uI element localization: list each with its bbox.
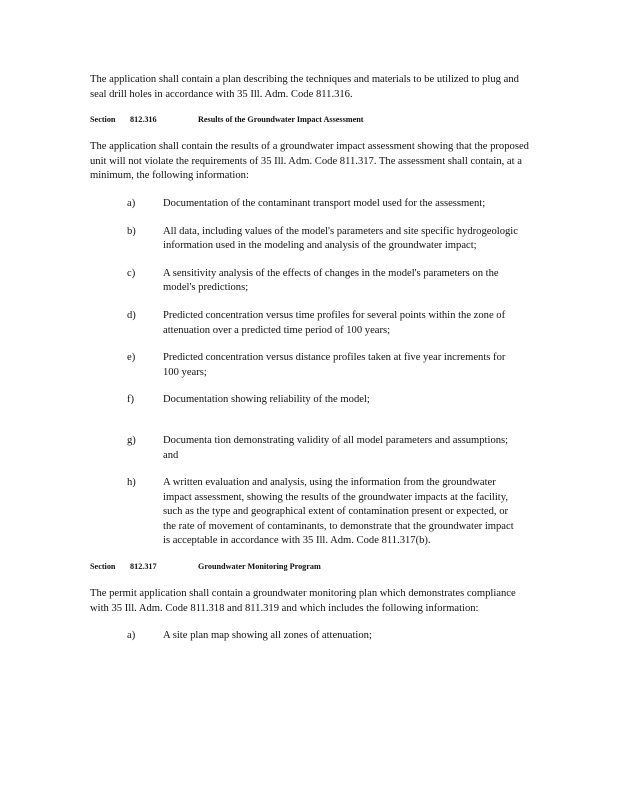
section-number: 812.316: [130, 115, 157, 125]
list-item: [90, 267, 530, 296]
section-812-316-paragraph: The application shall contain the results of a groundwater impact assessment showing that the proposed unit will not violate the requirements of 35 Ill. Adm. Code 811.317. The assessment shall contain, at a minimum, the following information:: [90, 141, 529, 182]
section-812-316-heading: [90, 114, 530, 126]
list-item: [90, 434, 530, 463]
list-item: [90, 197, 530, 212]
section-812-317-paragraph: The permit application shall contain a groundwater monitoring plan which demonstrates compliance with 35 Ill. Adm. Code 811.318 and 811.319 and which includes the following information:: [90, 588, 516, 614]
list-item-label: e): [127, 352, 136, 364]
list-item-label: c): [127, 267, 136, 279]
list-item: [90, 351, 530, 380]
intro-paragraph: The application shall contain a plan describing the techniques and materials to be utilized to plug and seal drill holes in accordance with 35 Ill. Adm. Code 811.316.: [90, 74, 519, 100]
section-number: 812.317: [130, 562, 157, 572]
list-item: [90, 476, 530, 549]
list-item-text: Documenta tion demonstrating validity of all model parameters and assumptions; and: [163, 434, 509, 461]
list-item-text: A written evaluation and analysis, using the information from the groundwater impact assessment, showing the results of the groundwater impacts at the facility, such as the type and geographical extent of contamination present or expected, or the rate of movement of contaminants, to demonstrate that the groundwater impact is acceptable in accordance with 35 Ill. Adm. Code 811.317(b).: [163, 477, 514, 547]
list-item-text: All data, including values of the model's parameters and site specific hydrogeologic information used in the modeling and analysis of the groundwater impact;: [163, 225, 518, 252]
list-item: [90, 309, 530, 338]
list-item-label: g): [127, 434, 136, 446]
section-title: Results of the Groundwater Impact Assessment: [198, 115, 364, 125]
list-item-label: f): [127, 394, 135, 406]
list-item-text: Predicted concentration versus distance profiles taken at five year increments for 100 years;: [163, 352, 506, 378]
list-item-text: A site plan map showing all zones of attenuation;: [163, 630, 372, 642]
list-item-text: Documentation showing reliability of the model;: [163, 394, 370, 406]
list-item: [90, 225, 530, 254]
list-item-label: a): [127, 630, 136, 642]
list-item-text: Predicted concentration versus time profiles for several points within the zone of attenuation over a predicted time period of 100 years;: [163, 309, 506, 336]
list-item-text: A sensitivity analysis of the effects of changes in the model's parameters on the model's predictions;: [163, 267, 499, 294]
list-item: [90, 629, 530, 644]
section-812-317-heading: [90, 561, 530, 573]
document-page: [90, 73, 530, 644]
section-label: Section: [90, 562, 116, 572]
section-title: Groundwater Monitoring Program: [198, 562, 321, 572]
list-item-text: Documentation of the contaminant transport model used for the assessment;: [163, 197, 486, 209]
list-item: [90, 393, 530, 408]
list-item-label: d): [127, 309, 136, 321]
section-label: Section: [90, 115, 116, 125]
list-item-label: h): [127, 477, 136, 489]
list-item-label: b): [127, 225, 136, 237]
list-item-label: a): [127, 197, 136, 209]
